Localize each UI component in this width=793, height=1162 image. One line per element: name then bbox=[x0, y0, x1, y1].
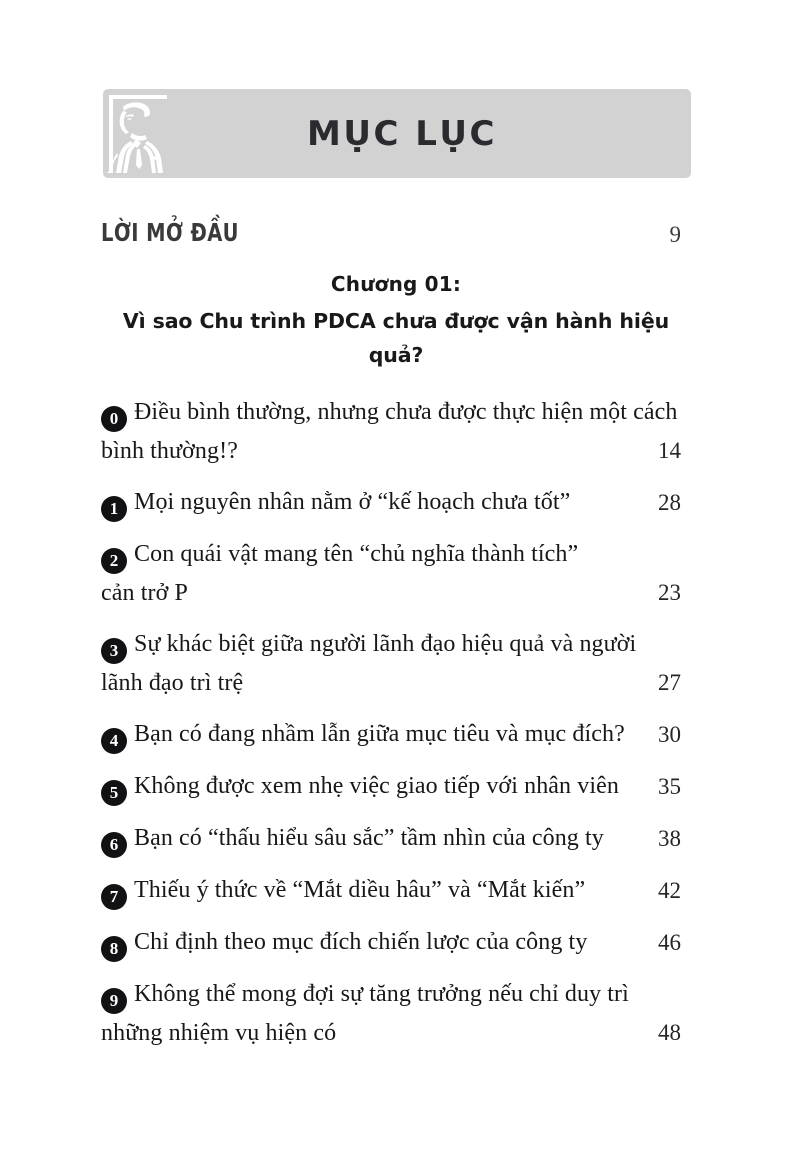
entry-number-badge: 4 bbox=[101, 728, 127, 754]
entry-title-line1: Sự khác biệt giữa người lãnh đạo hiệu quả và người bbox=[134, 631, 637, 657]
chapter-heading bbox=[101, 268, 691, 372]
entry-title-line2: lãnh đạo trì trệ bbox=[101, 670, 244, 696]
entry-number-badge: 7 bbox=[101, 884, 127, 910]
entry-page-number: 27 bbox=[658, 670, 681, 695]
toc-entry-list bbox=[101, 393, 693, 1065]
toc-entry-first-line bbox=[101, 871, 693, 910]
toc-entry-second-line bbox=[101, 664, 693, 702]
toc-entry[interactable] bbox=[101, 625, 693, 702]
toc-entry[interactable] bbox=[101, 975, 693, 1052]
preface-row[interactable] bbox=[101, 218, 691, 256]
entry-title-line1: Bạn có đang nhầm lẫn giữa mục tiêu và mục đích? bbox=[134, 721, 625, 747]
entry-number-badge: 3 bbox=[101, 638, 127, 664]
toc-entry-first-line bbox=[101, 483, 693, 522]
entry-title-line1: Con quái vật mang tên “chủ nghĩa thành tích” bbox=[134, 541, 579, 567]
toc-entry-first-line bbox=[101, 393, 693, 432]
toc-entry[interactable] bbox=[101, 819, 693, 858]
toc-entry-first-line bbox=[101, 715, 693, 754]
entry-title-line1: Bạn có “thấu hiểu sâu sắc” tầm nhìn của công ty bbox=[134, 825, 604, 851]
toc-entry-first-line bbox=[101, 975, 693, 1014]
entry-page-number: 38 bbox=[658, 826, 681, 851]
toc-header-banner bbox=[103, 89, 691, 178]
page-title: MỤC LỤC bbox=[307, 113, 497, 154]
toc-entry-first-line bbox=[101, 819, 693, 858]
chapter-title: Vì sao Chu trình PDCA chưa được vận hành hiệu quả? bbox=[122, 309, 670, 367]
entry-title-line2: cản trở P bbox=[101, 580, 188, 606]
toc-entry-first-line bbox=[101, 535, 693, 574]
entry-number-badge: 6 bbox=[101, 832, 127, 858]
entry-title-line1: Mọi nguyên nhân nằm ở “kế hoạch chưa tốt” bbox=[134, 489, 571, 515]
entry-title-line1: Chỉ định theo mục đích chiến lược của công ty bbox=[134, 929, 588, 955]
toc-entry[interactable] bbox=[101, 715, 693, 754]
entry-page-number: 30 bbox=[658, 722, 681, 747]
entry-page-number: 42 bbox=[658, 878, 681, 903]
entry-title-line1: Thiếu ý thức về “Mắt diều hâu” và “Mắt kiến” bbox=[134, 877, 586, 903]
toc-entry[interactable] bbox=[101, 483, 693, 522]
entry-page-number: 46 bbox=[658, 930, 681, 955]
toc-entry[interactable] bbox=[101, 393, 693, 470]
entry-number-badge: 0 bbox=[101, 406, 127, 432]
entry-page-number: 48 bbox=[658, 1020, 681, 1045]
entry-page-number: 23 bbox=[658, 580, 681, 605]
toc-entry-second-line bbox=[101, 432, 693, 470]
toc-entry-first-line bbox=[101, 625, 693, 664]
entry-number-badge: 9 bbox=[101, 988, 127, 1014]
entry-page-number: 35 bbox=[658, 774, 681, 799]
preface-page-number: 9 bbox=[669, 222, 681, 247]
toc-entry[interactable] bbox=[101, 923, 693, 962]
entry-title-line1: Không được xem nhẹ việc giao tiếp với nhân viên bbox=[134, 773, 619, 799]
entry-title-line1: Điều bình thường, nhưng chưa được thực hiện một cách bbox=[134, 399, 678, 425]
toc-entry[interactable] bbox=[101, 767, 693, 806]
entry-number-badge: 2 bbox=[101, 548, 127, 574]
preface-label: LỜI MỞ ĐẦU bbox=[101, 218, 239, 247]
entry-number-badge: 1 bbox=[101, 496, 127, 522]
chapter-number-label: Chương 01: bbox=[330, 272, 462, 296]
entry-number-badge: 8 bbox=[101, 936, 127, 962]
toc-entry-first-line bbox=[101, 923, 693, 962]
toc-entry-second-line bbox=[101, 1014, 693, 1052]
entry-title-line2: bình thường!? bbox=[101, 438, 238, 464]
entry-number-badge: 5 bbox=[101, 780, 127, 806]
toc-entry-second-line bbox=[101, 574, 693, 612]
toc-entry[interactable] bbox=[101, 871, 693, 910]
entry-page-number: 14 bbox=[658, 438, 681, 463]
entry-title-line1: Không thể mong đợi sự tăng trưởng nếu chỉ duy trì bbox=[134, 981, 629, 1007]
toc-entry-first-line bbox=[101, 767, 693, 806]
entry-page-number: 28 bbox=[658, 490, 681, 515]
entry-title-line2: những nhiệm vụ hiện có bbox=[101, 1020, 337, 1046]
toc-entry[interactable] bbox=[101, 535, 693, 612]
